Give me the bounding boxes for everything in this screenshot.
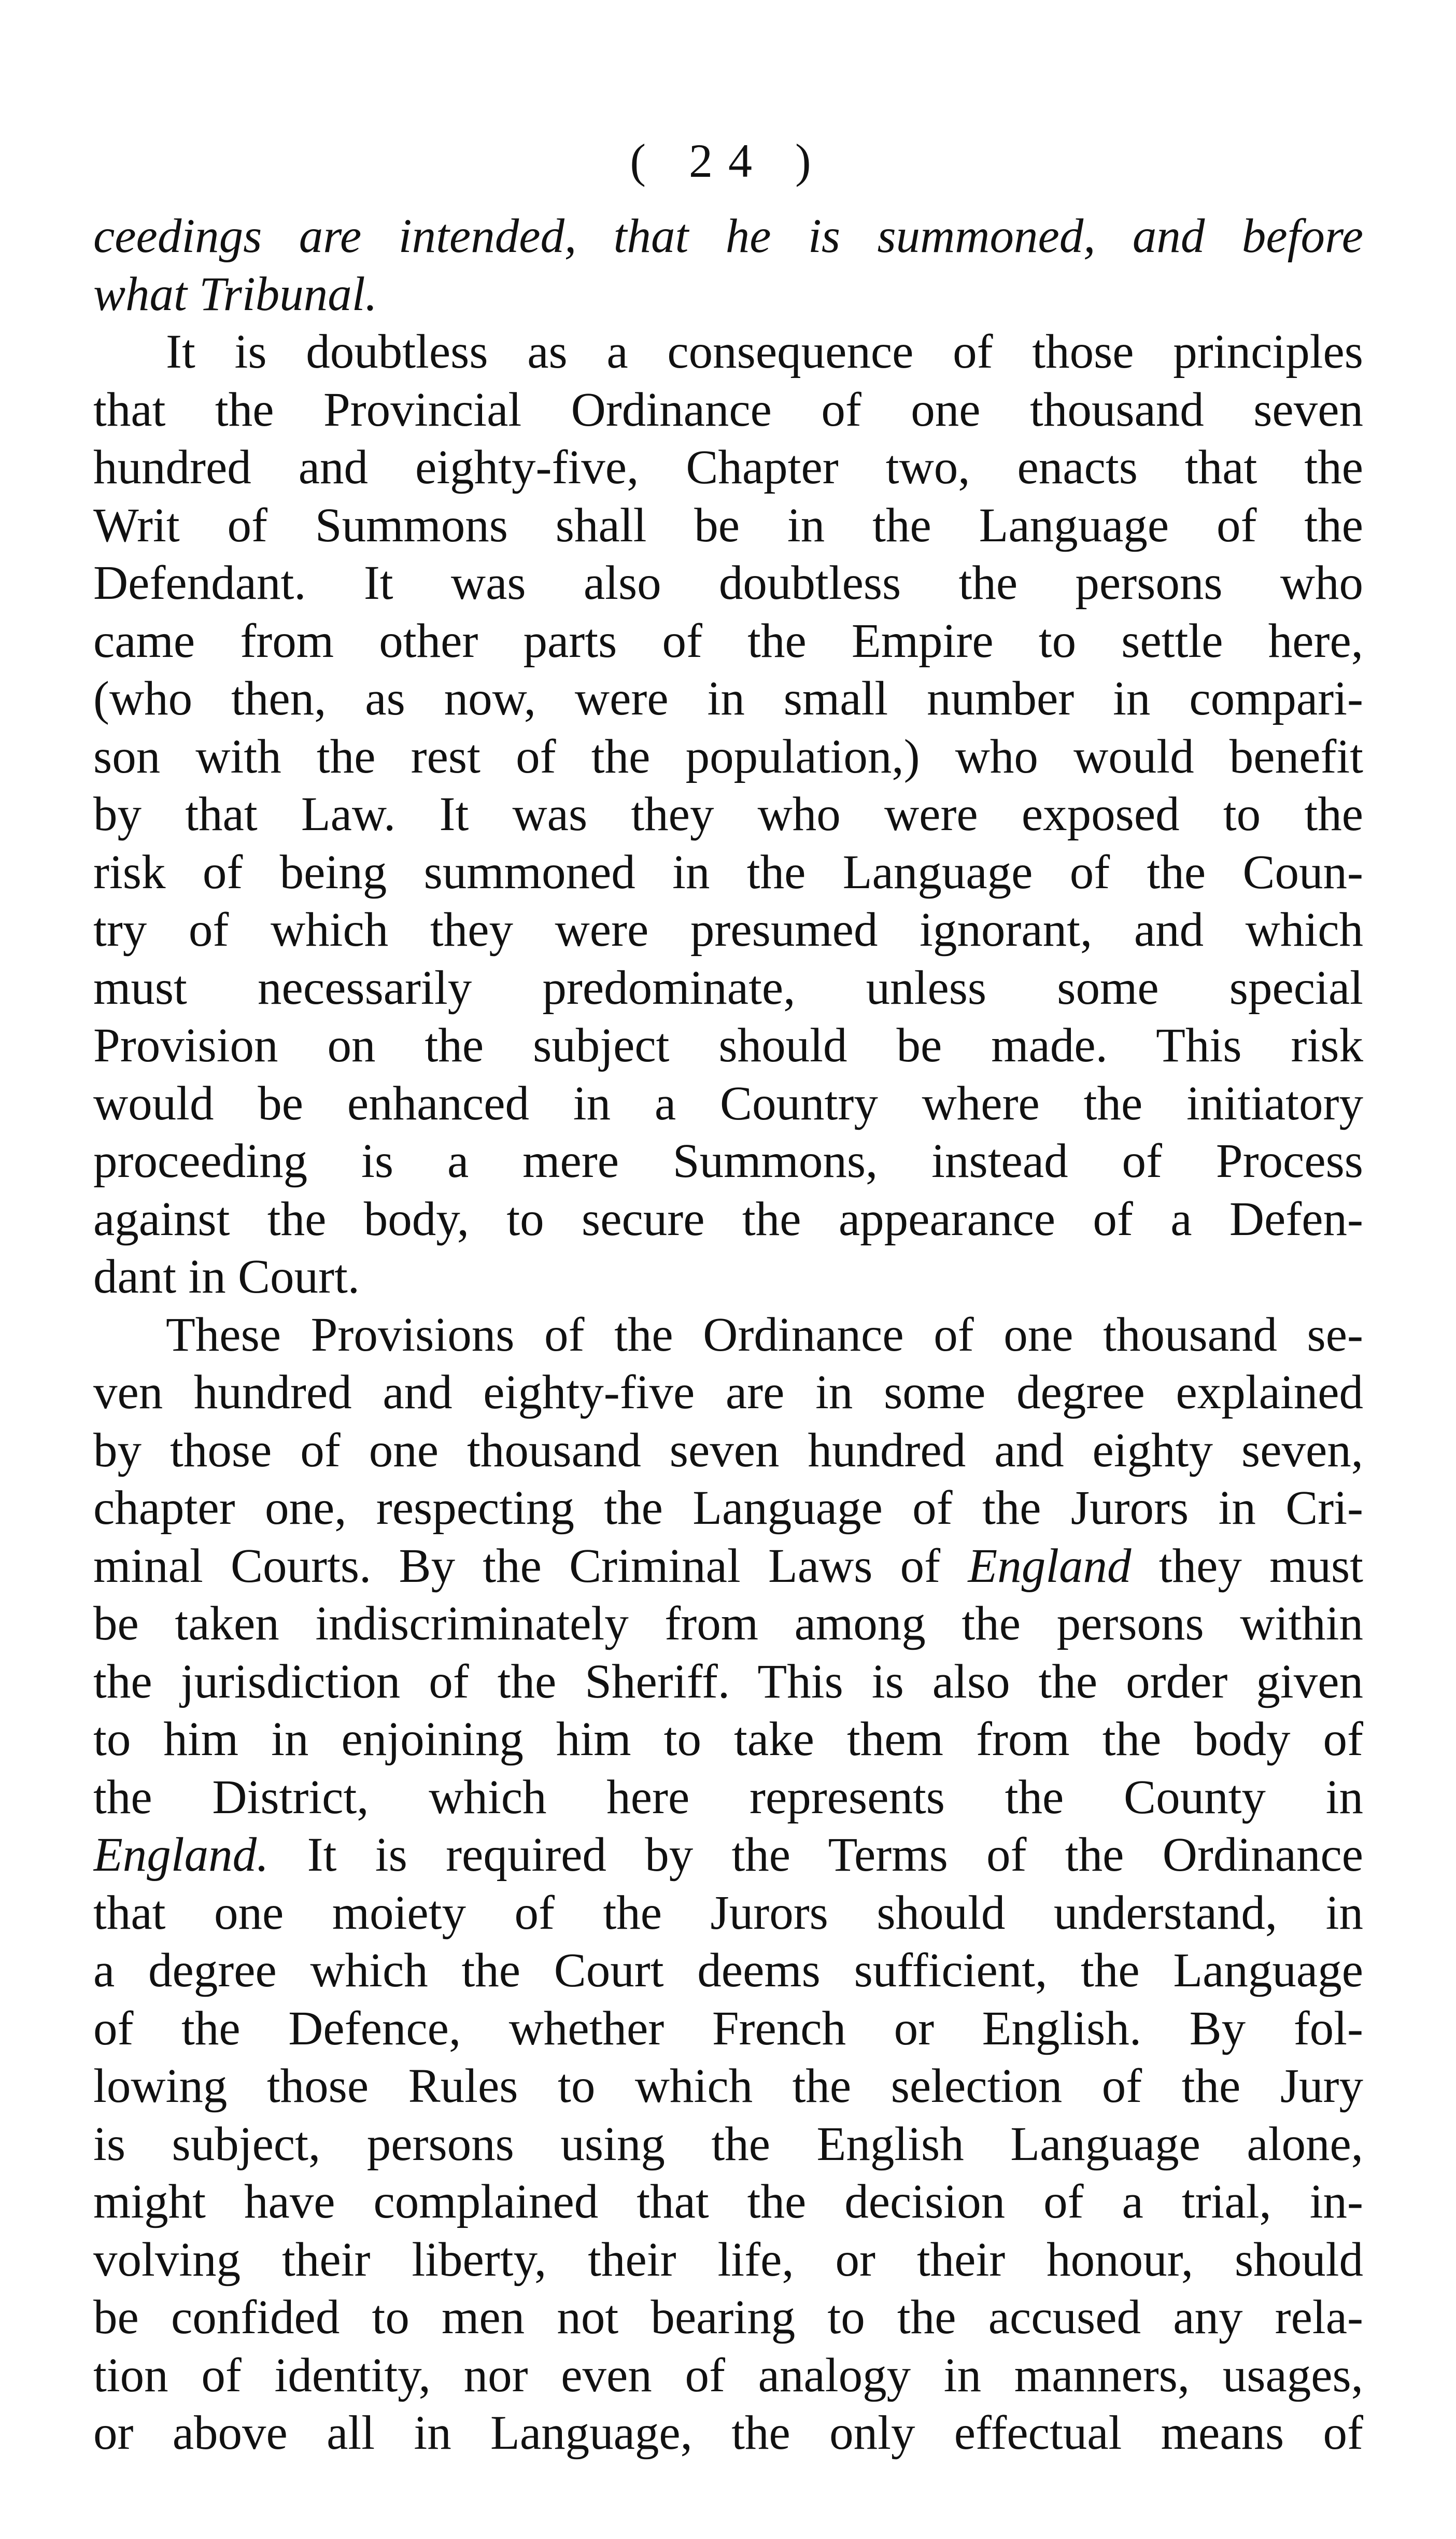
text-line (93, 1826, 1363, 1884)
text-line: that one moiety of the Jurors should understand, in (93, 1886, 1363, 1940)
text-line: might have complained that the decision of a trial, in- (93, 2175, 1363, 2228)
text-line: ven hundred and eighty-five are in some degree explained (93, 1366, 1363, 1419)
page-number: ( 24 ) (630, 134, 827, 187)
text-line: try of which they were presumed ignorant, and which (93, 903, 1363, 957)
carry-over-text (93, 207, 1363, 323)
text-line: would be enhanced in a Country where the initiatory (93, 1076, 1363, 1130)
text-line: be confided to men not bearing to the accused any rela- (93, 2291, 1363, 2344)
text-line: what Tribunal. (93, 267, 377, 321)
text-line: proceeding is a mere Summons, instead of Process (93, 1134, 1363, 1188)
italic-place-name: England (968, 1539, 1132, 1593)
text-line: the District, which here represents the County in (93, 1770, 1363, 1824)
text-line: These Provisions of the Ordinance of one thousand se- (166, 1308, 1363, 1362)
text-line: against the body, to secure the appearance of a Defen- (93, 1192, 1363, 1246)
text-line: ceedings are intended, that he is summoned, and before (93, 209, 1363, 263)
text-line: chapter one, respecting the Language of the Jurors in Cri- (93, 1481, 1363, 1535)
text-line: of the Defence, whether French or English. By fol- (93, 2001, 1363, 2055)
text-line (93, 1537, 1363, 1595)
text-line: risk of being summoned in the Language of the Coun- (93, 845, 1363, 899)
text-line: (who then, as now, were in small number in compari- (93, 672, 1363, 725)
paragraph-writ-of-summons (93, 323, 1363, 1306)
text-line: is subject, persons using the English Language alone, (93, 2117, 1363, 2171)
book-page (93, 130, 1363, 2462)
text-line: be taken indiscriminately from among the persons within (93, 1597, 1363, 1650)
text-line: a degree which the Court deems sufficient, the Language (93, 1944, 1363, 1997)
text-line: the jurisdiction of the Sheriff. This is also the order given (93, 1654, 1363, 1708)
text-segment: minal Courts. By the Criminal Laws of (93, 1539, 968, 1593)
text-line: Provision on the subject should be made. This risk (93, 1019, 1363, 1072)
text-line: Defendant. It was also doubtless the persons who (93, 556, 1363, 610)
text-line: tion of identity, nor even of analogy in manners, usages, (93, 2348, 1363, 2402)
text-line: by those of one thousand seven hundred and eighty seven, (93, 1423, 1363, 1477)
text-line: to him in enjoining him to take them from the body of (93, 1713, 1363, 1766)
text-line: Writ of Summons shall be in the Language of the (93, 498, 1363, 552)
text-line: or above all in Language, the only effectual means of (93, 2406, 1363, 2460)
text-line: hundred and eighty-five, Chapter two, enacts that the (93, 441, 1363, 494)
text-line: It is doubtless as a consequence of those principles (166, 325, 1363, 378)
text-line: volving their liberty, their life, or their honour, should (93, 2233, 1363, 2286)
text-line: by that Law. It was they who were exposed to the (93, 788, 1363, 841)
text-line: came from other parts of the Empire to settle here, (93, 614, 1363, 668)
paragraph-jurors (93, 1306, 1363, 2462)
text-line: dant in Court. (93, 1250, 360, 1303)
italic-place-name: England. (93, 1828, 269, 1882)
text-segment: they must (1131, 1539, 1363, 1593)
text-segment: It is required by the Terms of the Ordinance (268, 1828, 1363, 1882)
text-line: must necessarily predominate, unless some special (93, 961, 1363, 1015)
text-line: lowing those Rules to which the selection of the Jury (93, 2059, 1363, 2113)
text-line: that the Provincial Ordinance of one thousand seven (93, 383, 1363, 437)
text-line: son with the rest of the population,) who would benefit (93, 730, 1363, 783)
